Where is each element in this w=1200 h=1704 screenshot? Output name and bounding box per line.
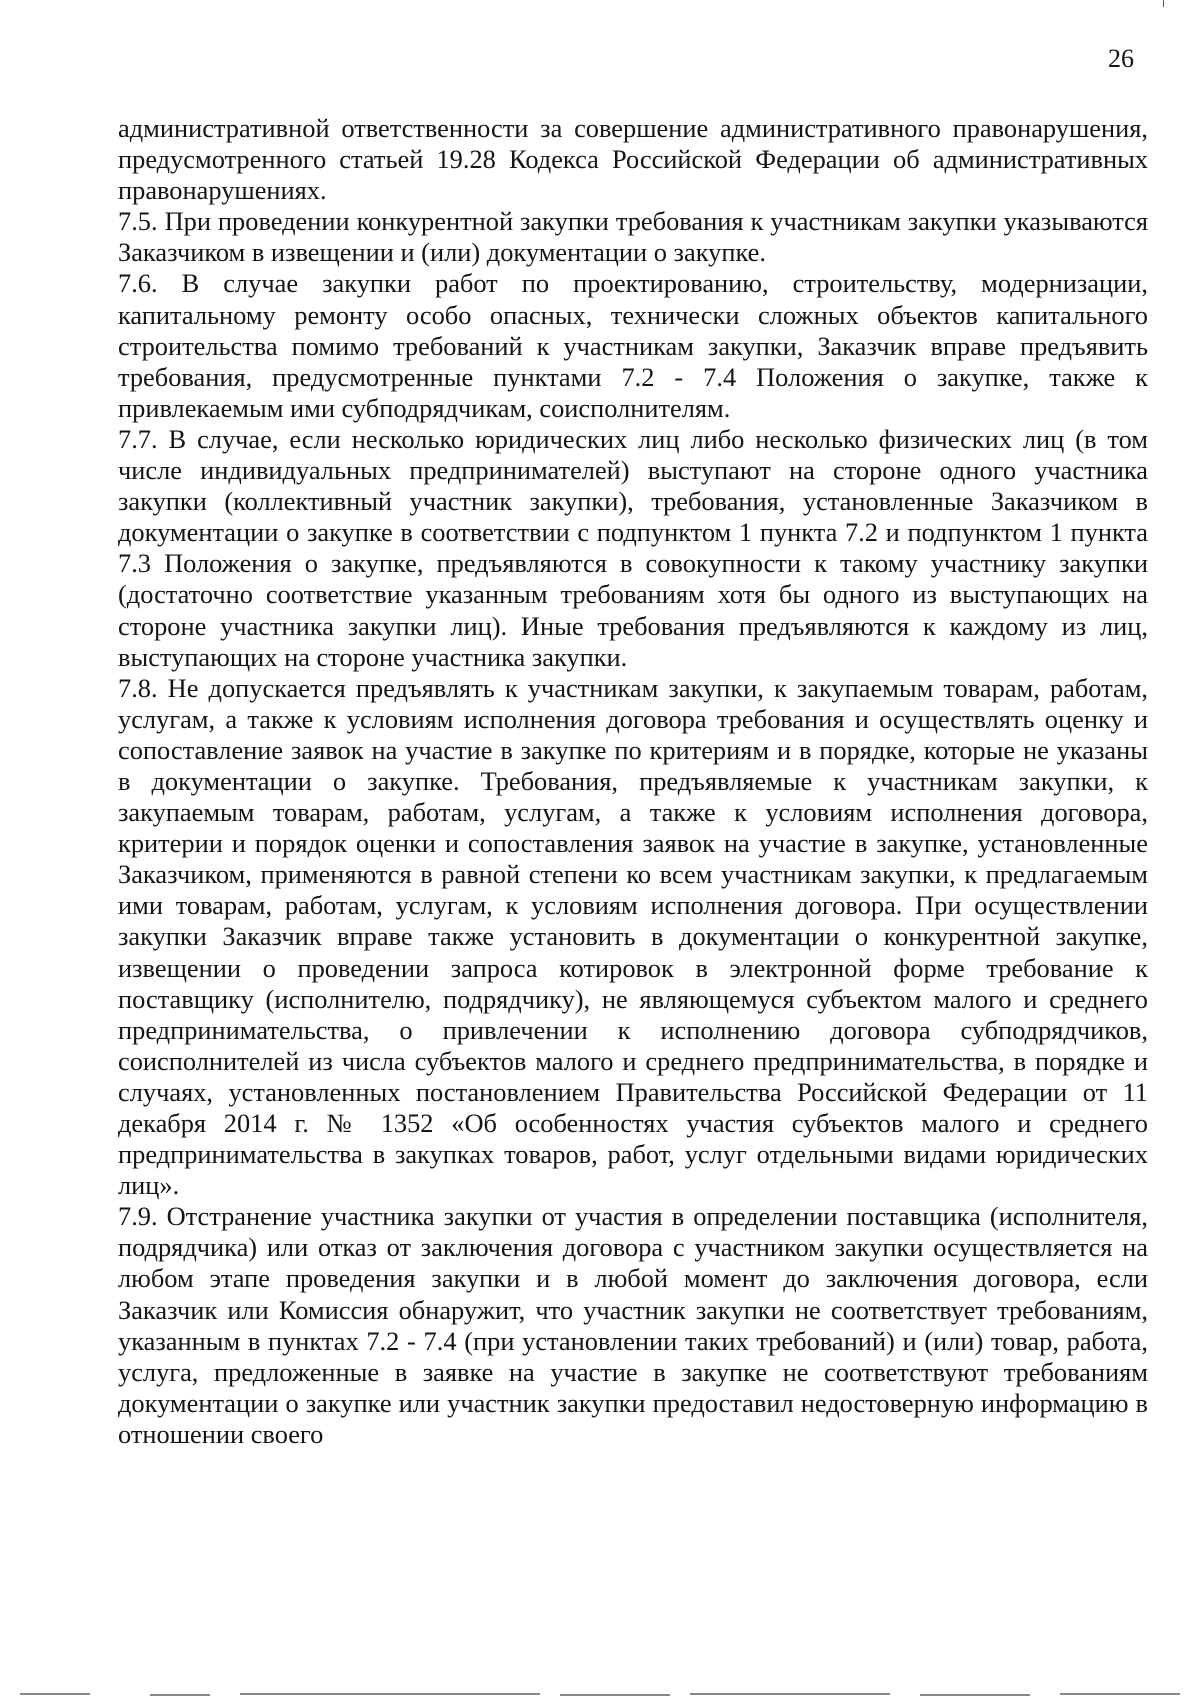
paragraph-7-7: 7.7. В случае, если несколько юридических лиц либо несколько физических лиц (в том числе индивидуальных предпринимателей) выступают на стороне одного участника закупки (коллективный участник закупки), требования, установленные Заказчиком в документации о закупке в соответствии с подпунктом 1 пункта 7.2 и подпунктом 1 пункта 7.3 Положения о закупке, предъявляются в совокупности к такому участнику закупки (достаточно соответствие указанным требованиям хотя бы одного из выступающих на стороне участника закупки лиц). Иные требования предъявляются к каждому из лиц, выступающих на стороне участника закупки. xyxy=(118,423,1148,672)
page-number: 26 xyxy=(1108,44,1134,73)
document-body xyxy=(118,113,1148,1450)
paragraph-continuation: административной ответственности за совершение административного правонарушения, предусмотренного статьей 19.28 Кодекса Российской Федерации об административных правонарушениях. xyxy=(118,113,1148,206)
scan-bottom-edge xyxy=(0,1683,1200,1704)
paragraph-7-9: 7.9. Отстранение участника закупки от участия в определении поставщика (исполнителя, подрядчика) или отказ от заключения договора с участником закупки осуществляется на любом этапе проведения закупки и в любой момент до заключения договора, если Заказчик или Комиссия обнаружит, что участник закупки не соответствует требованиям, указанным в пунктах 7.2 - 7.4 (при установлении таких требований) и (или) товар, работа, услуга, предложенные в заявке на участие в закупке не соответствуют требованиям документации о закупке или участник закупки предоставил недостоверную информацию в отношении своего xyxy=(118,1201,1148,1449)
paragraph-7-5: 7.5. При проведении конкурентной закупки требования к участникам закупки указываются Заказчиком в извещении и (или) документации о закупке. xyxy=(118,206,1148,268)
paragraph-7-8: 7.8. Не допускается предъявлять к участникам закупки, к закупаемым товарам, работам, услугам, а также к условиям исполнения договора требования и осуществлять оценку и сопоставление заявок на участие в закупке по критериям и в порядке, которые не указаны в документации о закупке. Требования, предъявляемые к участникам закупки, к закупаемым товарам, работам, услугам, а также к условиям исполнения договора, критерии и порядок оценки и сопоставления заявок на участие в закупке, установленные Заказчиком, применяются в равной степени ко всем участникам закупки, к предлагаемым ими товарам, работам, услугам, к условиям исполнения договора. При осуществлении закупки Заказчик вправе также установить в документации о конкурентной закупке, извещении о проведении запроса котировок в электронной форме требование к поставщику (исполнителю, подрядчику), не являющемуся субъектом малого и среднего предпринимательства, о привлечении к исполнению договора субподрядчиков, соисполнителей из числа субъектов малого и среднего предпринимательства, в порядке и случаях, установленных постановлением Правительства Российской Федерации от 11 декабря 2014 г. № 1352 «Об особенностях участия субъектов малого и среднего предпринимательства в закупках товаров, работ, услуг отдельными видами юридических лиц». xyxy=(118,672,1148,1201)
paragraph-7-6: 7.6. В случае закупки работ по проектированию, строительству, модернизации, капитальному ремонту особо опасных, технически сложных объектов капитального строительства помимо требований к участникам закупки, Заказчик вправе предъявить требования, предусмотренные пунктами 7.2 - 7.4 Положения о закупке, также к привлекаемым ими субподрядчикам, соисполнителям. xyxy=(118,268,1148,423)
scan-margin-mark xyxy=(1163,0,1164,7)
